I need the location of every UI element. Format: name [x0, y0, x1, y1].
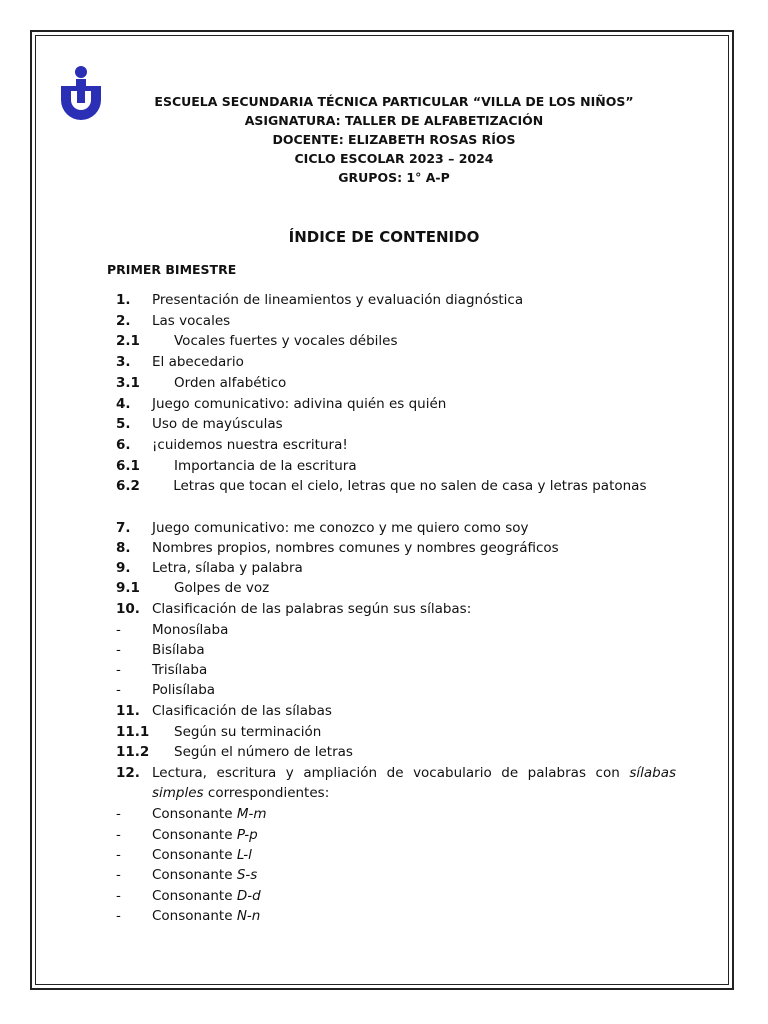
toc-item — [116, 331, 676, 351]
toc-item-text: Según su terminación — [174, 724, 322, 740]
toc-item-text — [152, 886, 261, 906]
toc-item-number: 11.2 — [116, 744, 150, 760]
bullet-dash: - — [116, 642, 121, 658]
groups-line: GRUPOS: 1° A-P — [338, 170, 450, 185]
toc-item-text: Vocales fuertes y vocales débiles — [174, 333, 398, 349]
toc-item — [116, 476, 676, 496]
toc-item-number: 1. — [116, 292, 131, 308]
toc-item — [116, 311, 676, 331]
toc-item-number: 10. — [116, 601, 140, 617]
toc-item — [116, 763, 676, 803]
toc-item-text — [152, 845, 252, 865]
toc-subitem — [116, 886, 676, 906]
toc-item — [116, 456, 676, 476]
toc-item — [116, 394, 676, 414]
bullet-dash: - — [116, 682, 121, 698]
toc-item-number: 6.1 — [116, 458, 140, 474]
document-header — [110, 92, 678, 187]
toc-item-text: Bisílaba — [152, 642, 205, 658]
toc-item-text: Letra, sílaba y palabra — [152, 560, 303, 576]
toc-item-number: 7. — [116, 520, 131, 536]
toc-subitem — [116, 804, 676, 824]
toc-item-text: Las vocales — [152, 313, 231, 329]
toc-item-text-italic: P-p — [236, 827, 258, 843]
toc-item-text: Monosílaba — [152, 622, 229, 638]
toc-item-text-part: Consonante — [152, 867, 233, 883]
toc-subitem — [116, 680, 676, 700]
toc-item — [116, 722, 676, 742]
subject-line: ASIGNATURA: TALLER DE ALFABETIZACIÓN — [244, 113, 544, 128]
bullet-dash: - — [116, 806, 121, 822]
toc-item-text: Presentación de lineamientos y evaluación diagnóstica — [152, 292, 524, 308]
toc-item-number: 8. — [116, 540, 131, 556]
toc-item-text: Polisílaba — [152, 682, 216, 698]
toc-subitem — [116, 620, 676, 640]
toc-item-text — [152, 865, 257, 885]
toc-item — [116, 701, 676, 721]
toc-item-text-part: Consonante — [152, 847, 233, 863]
toc-item-text: El abecedario — [152, 354, 244, 370]
toc-subitem — [116, 825, 676, 845]
toc-item-text: Uso de mayúsculas — [152, 416, 283, 432]
toc-item-number: 5. — [116, 416, 131, 432]
toc-item-text-italic: sílabas simples — [152, 765, 676, 801]
toc-item-text-italic: L-l — [236, 847, 252, 863]
toc-item-text: Importancia de la escritura — [174, 458, 357, 474]
bullet-dash: - — [116, 827, 121, 843]
toc-item-text: Según el número de letras — [174, 744, 353, 760]
bullet-dash: - — [116, 908, 121, 924]
toc-item-text-italic: S-s — [236, 867, 258, 883]
toc-item-text-italic: M-m — [236, 806, 267, 822]
toc-item-text: Trisílaba — [152, 662, 208, 678]
toc-item-text: Golpes de voz — [174, 580, 270, 596]
toc-item-text: Letras que tocan el cielo, letras que no salen de casa y letras patonas — [173, 478, 647, 494]
toc-item-number: 9.1 — [116, 580, 140, 596]
toc-item — [116, 435, 676, 455]
bullet-dash: - — [116, 622, 121, 638]
toc-item-text-part: Lectura, escritura y ampliación de vocabulario de palabras con — [152, 765, 620, 781]
toc-item-text — [152, 906, 260, 926]
toc-item-number: 11.1 — [116, 724, 150, 740]
toc-item-number: 2. — [116, 313, 131, 329]
teacher-line: DOCENTE: ELIZABETH ROSAS RÍOS — [272, 132, 516, 147]
toc-item — [116, 558, 676, 578]
toc-subitem — [116, 640, 676, 660]
toc-item-number: 2.1 — [116, 333, 140, 349]
toc-item-number: 6. — [116, 437, 131, 453]
toc-item — [116, 290, 676, 310]
cycle-line: CICLO ESCOLAR 2023 – 2024 — [294, 151, 494, 166]
toc-item-number: 3.1 — [116, 375, 140, 391]
toc-item-text: ¡cuidemos nuestra escritura! — [152, 437, 348, 453]
toc-subitem — [116, 906, 676, 926]
bullet-dash: - — [116, 662, 121, 678]
toc-item-number: 11. — [116, 703, 140, 719]
toc-item — [116, 538, 676, 558]
bullet-dash: - — [116, 847, 121, 863]
toc-item-text — [152, 825, 258, 845]
toc-item-number: 6.2 — [116, 478, 140, 494]
toc-item-number: 9. — [116, 560, 131, 576]
toc-item-text: Juego comunicativo: adivina quién es quién — [152, 396, 447, 412]
toc-item-number: 12. — [116, 765, 140, 781]
toc-item — [116, 373, 676, 393]
bullet-dash: - — [116, 888, 121, 904]
index-title: ÍNDICE DE CONTENIDO — [288, 228, 480, 246]
toc-item-text-part: Consonante — [152, 888, 233, 904]
section-title: PRIMER BIMESTRE — [107, 262, 237, 277]
toc-subitem — [116, 845, 676, 865]
toc-item-number: 4. — [116, 396, 131, 412]
toc-item-text: Orden alfabético — [174, 375, 287, 391]
school-logo-icon — [58, 64, 104, 126]
toc-item — [116, 599, 676, 619]
toc-item-text: Clasificación de las palabras según sus sílabas: — [152, 601, 472, 617]
toc-item-text: Juego comunicativo: me conozco y me quiero como soy — [152, 520, 529, 536]
toc-item-text-italic: N-n — [236, 908, 261, 924]
toc-item-text — [152, 763, 676, 803]
toc-item-text-part: Consonante — [152, 806, 233, 822]
toc-item-text-part: correspondientes: — [207, 785, 330, 801]
toc-item-text-italic: D-d — [236, 888, 261, 904]
school-name: ESCUELA SECUNDARIA TÉCNICA PARTICULAR “VILLA DE LOS NIÑOS” — [154, 94, 634, 109]
toc-item — [116, 742, 676, 762]
toc-item-number: 3. — [116, 354, 131, 370]
toc-item-text: Nombres propios, nombres comunes y nombres geográficos — [152, 540, 559, 556]
toc-item — [116, 578, 676, 598]
toc-item-text-part: Consonante — [152, 827, 233, 843]
toc-item — [116, 518, 676, 538]
bullet-dash: - — [116, 867, 121, 883]
toc-item — [116, 352, 676, 372]
toc-subitem — [116, 660, 676, 680]
toc-item-text-part: Consonante — [152, 908, 233, 924]
toc-item-text: Clasificación de las sílabas — [152, 703, 332, 719]
toc-subitem — [116, 865, 676, 885]
toc-item-text — [152, 804, 267, 824]
toc-item — [116, 414, 676, 434]
